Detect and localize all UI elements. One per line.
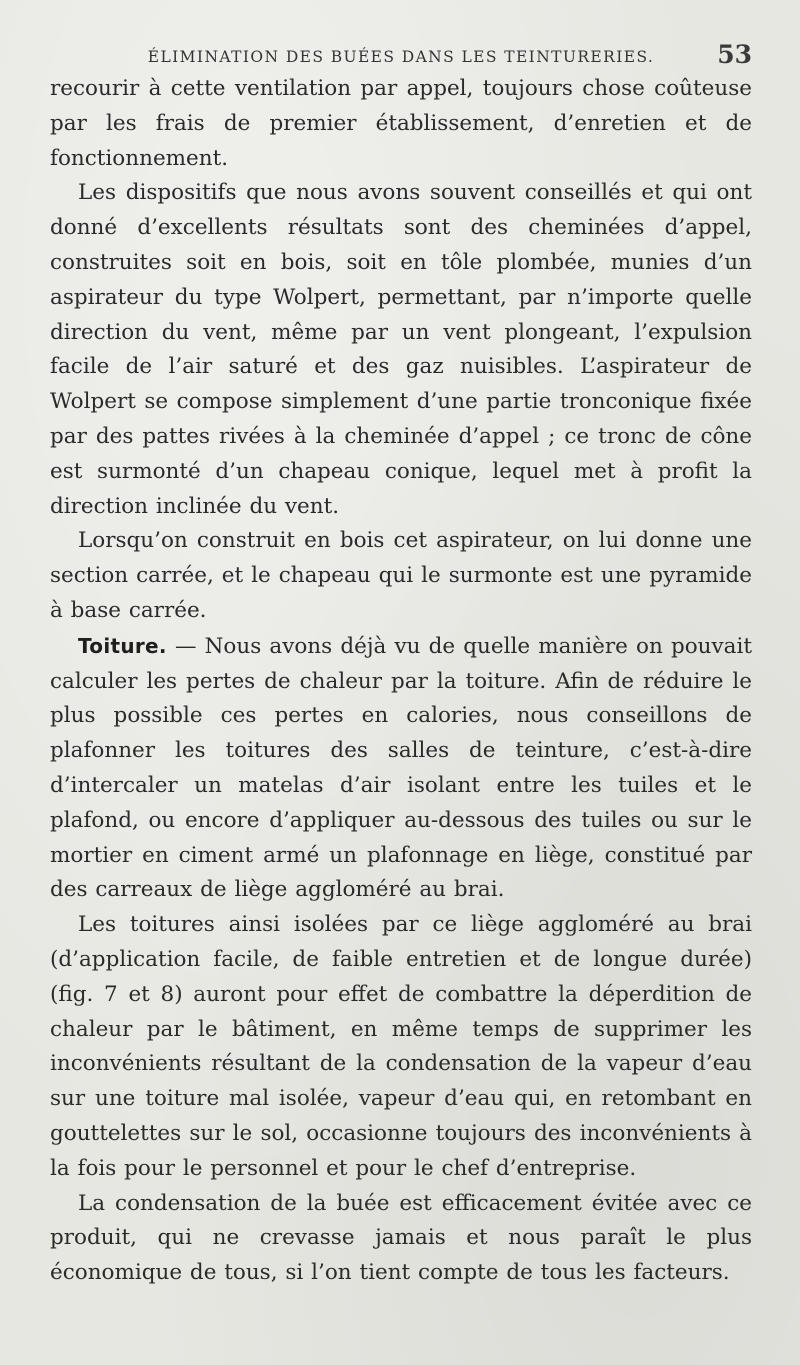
paragraph-toiture-text: — Nous avons déjà vu de quelle manière on pouvait calculer les pertes de chaleur par la toiture. Afin de réduire le plus possible ces pertes en calories, nous conseillons de plafonner les toitures des salles de teinture, c’est-à-dire d’intercaler un matelas d’air isolant entre les tuiles et le plafond, ou encore d’appliquer au-dessous des tuiles ou sur le mortier en ciment armé un plafonnage en liège, constitué par des carreaux de liège aggloméré au brai. bbox=[50, 633, 752, 903]
running-title: ÉLIMINATION DES BUÉES DANS LES TEINTURERIES. bbox=[147, 48, 655, 66]
section-heading-toiture: Toiture. bbox=[78, 633, 167, 658]
paragraph-condensation: La condensation de la buée est efficacement évitée avec ce produit, qui ne crevasse jamais et nous paraît le plus économique de tous, si l’on tient compte de tous les facteurs. bbox=[50, 1190, 752, 1286]
paragraph-aspirateur-bois: Lorsqu’on construit en bois cet aspirateur, on lui donne une section carrée, et le chapeau qui le surmonte est une pyramide à base carrée. bbox=[50, 528, 752, 623]
page-number: 53 bbox=[717, 40, 752, 69]
paragraph-dispositifs: Les dispositifs que nous avons souvent conseillés et qui ont donné d’excellents résultats sont des cheminées d’appel, construites soit en bois, soit en tôle plombée, munies d’un aspirateur du type Wolpert, permettant, par n’importe quelle direction du vent, même par un vent plongeant, l’expulsion facile de l’air saturé et des gaz nuisibles. L’aspirateur de Wolpert se compose simplement d’une partie tronconique fixée par des pattes rivées à la cheminée d’appel ; ce tronc de cône est surmonté d’un chapeau conique, lequel met à profit la direction inclinée du vent. bbox=[50, 180, 752, 519]
paragraph-toitures-isolees: Les toitures ainsi isolées par ce liège aggloméré au brai (d’application facile, de faible entretien et de longue durée) (fig. 7 et 8) auront pour effet de combattre la déperdition de chaleur par le bâtiment, en même temps de supprimer les inconvénients résultant de la condensation de la vapeur d’eau sur une toiture mal isolée, vapeur d’eau qui, en retombant en gouttelettes sur le sol, occasionne toujours des inconvénients à la fois pour le personnel et pour le chef d’entreprise. bbox=[50, 912, 752, 1181]
running-head bbox=[50, 38, 752, 72]
paragraph-continued: recourir à cette ventilation par appel, toujours chose coûteuse par les frais de premier établissement, d’enretien et de fonctionnement. bbox=[50, 76, 752, 171]
body-text bbox=[50, 72, 752, 1291]
paragraph-toiture bbox=[50, 629, 752, 908]
